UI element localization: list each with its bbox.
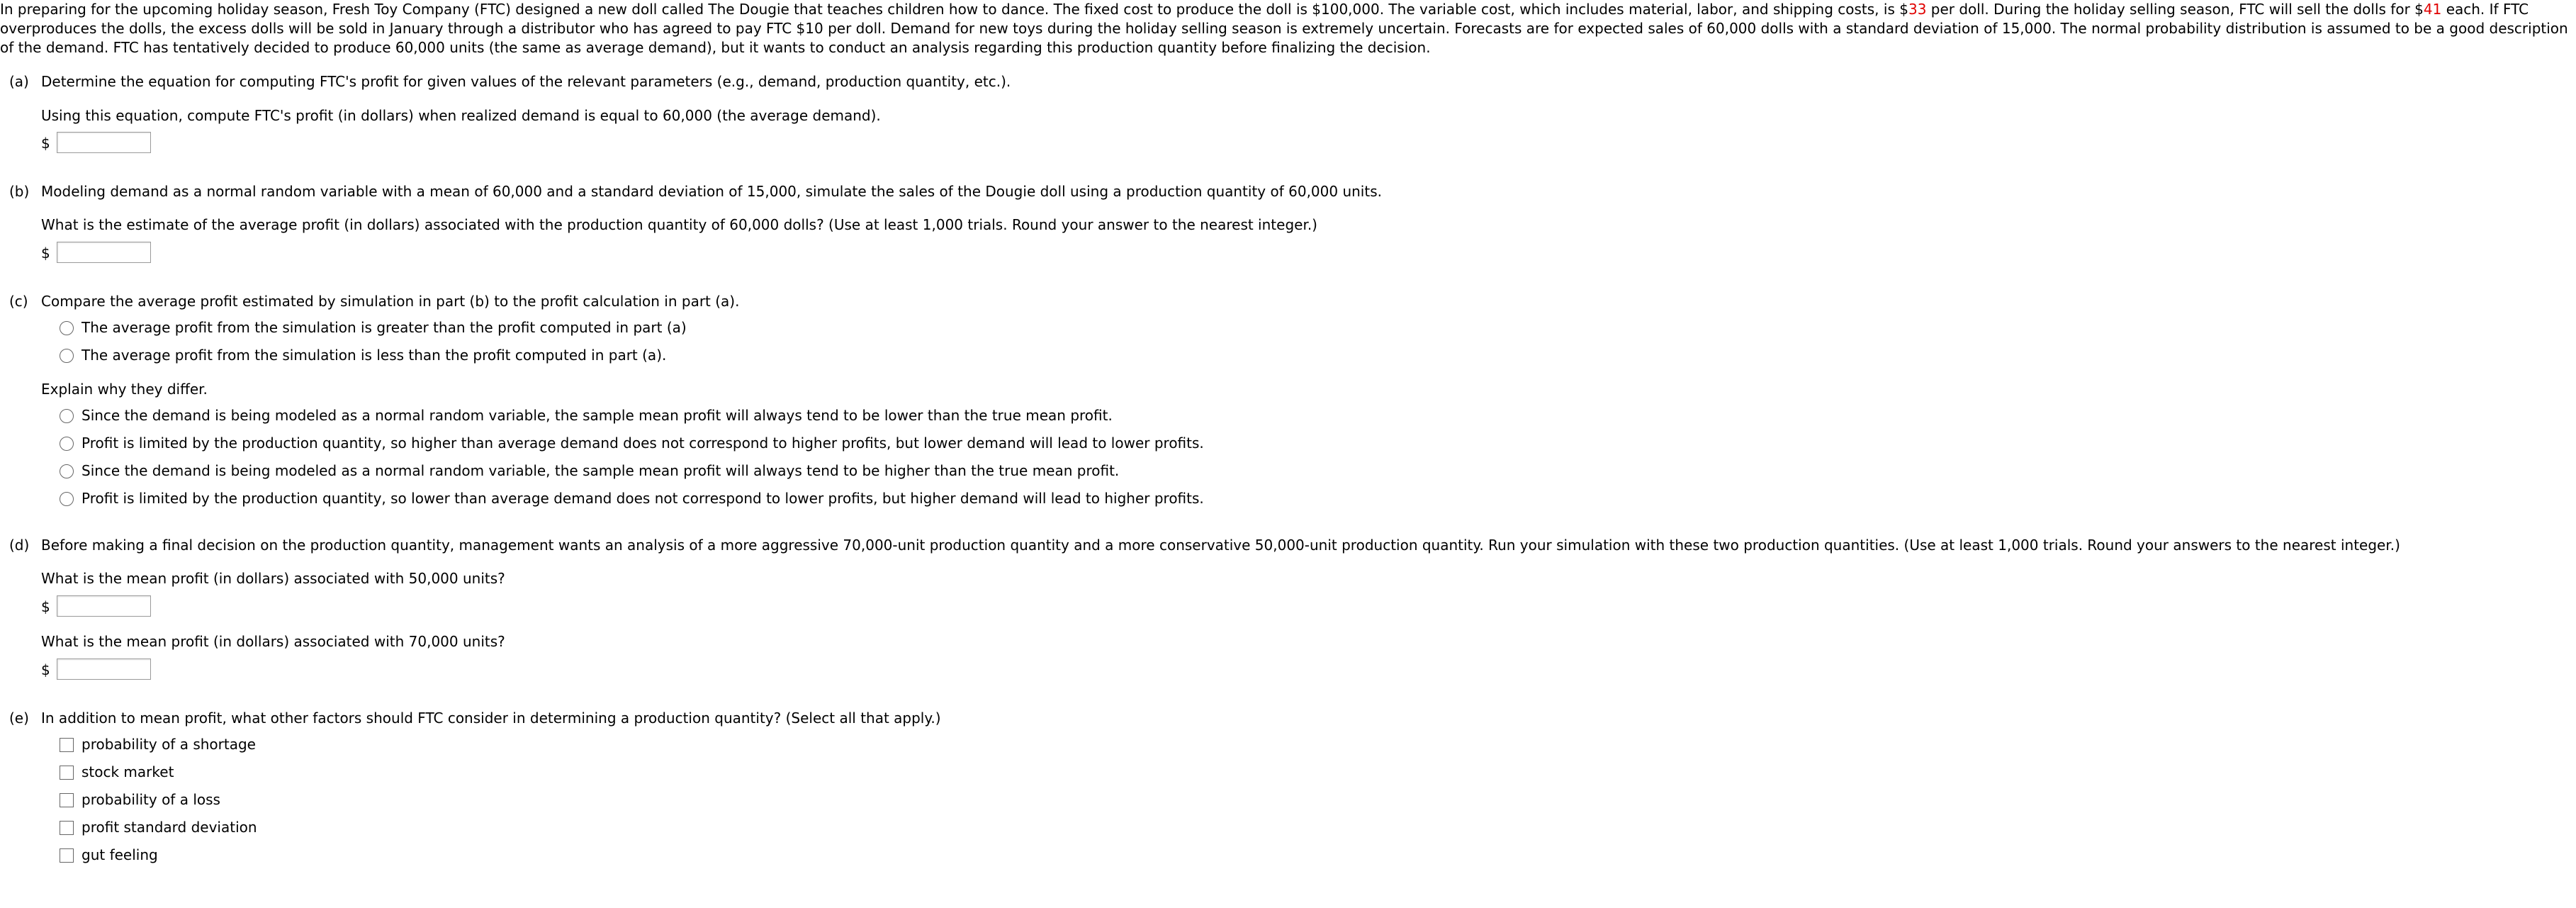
- dollar-sign: $: [41, 245, 50, 262]
- part-e-option-1: probability of a shortage: [81, 736, 256, 753]
- part-d-50k-profit-input[interactable]: [57, 595, 151, 617]
- part-c-compare-option-1: The average profit from the simulation is greater than the profit computed in part (a): [81, 319, 687, 336]
- part-a-label: (a): [9, 73, 29, 90]
- part-d-subquestion-50k: What is the mean profit (in dollars) associated with 50,000 units?: [41, 570, 505, 587]
- part-e-label: (e): [9, 710, 29, 727]
- part-d-subquestion-70k: What is the mean profit (in dollars) associated with 70,000 units?: [41, 633, 505, 650]
- part-b-subquestion: What is the estimate of the average profit (in dollars) associated with the production quantity of 60,000 dolls? (Use at least 1,000 trials. Round your answer to the nearest integer.): [41, 216, 1317, 233]
- part-d-question: Before making a final decision on the production quantity, management wants an analysis of a more aggressive 70,000-unit production quantity and a more conservative 50,000-unit production quantity. Run your simulation with these two production quantities. (Use at least 1,000 trials. Round your answers to the nearest integer.): [41, 537, 2400, 554]
- part-a-question: Determine the equation for computing FTC's profit for given values of the relevant parameters (e.g., demand, production quantity, etc.).: [41, 73, 1011, 90]
- intro-text-2: per doll. During the holiday selling season, FTC will sell the dolls for $: [1926, 1, 2424, 18]
- part-b-question: Modeling demand as a normal random variable with a mean of 60,000 and a standard deviation of 15,000, simulate the sales of the Dougie doll using a production quantity of 60,000 units.: [41, 183, 1382, 200]
- part-c-explain-option-2: Profit is limited by the production quantity, so higher than average demand does not correspond to higher profits, but lower demand will lead to lower profits.: [81, 435, 1204, 452]
- part-e-checkbox-5[interactable]: [60, 848, 74, 863]
- part-e-option-5: gut feeling: [81, 846, 158, 863]
- part-d-70k-profit-input[interactable]: [57, 658, 151, 680]
- part-c-explain-prompt: Explain why they differ.: [41, 381, 208, 398]
- part-a-profit-input[interactable]: [57, 132, 151, 153]
- part-e-checkbox-1[interactable]: [60, 738, 74, 752]
- part-e-checkbox-2[interactable]: [60, 766, 74, 780]
- part-c-explain-option-3: Since the demand is being modeled as a normal random variable, the sample mean profit will always tend to be higher than the true mean profit.: [81, 462, 1120, 479]
- dollar-sign: $: [41, 135, 50, 152]
- intro-text-1: In preparing for the upcoming holiday season, Fresh Toy Company (FTC) designed a new doll called The Dougie that teaches children how to dance. The fixed cost to produce the doll is $100,000. The variable cost, which includes material, labor, and shipping costs, is $: [0, 1, 1908, 18]
- part-c-compare-option-2: The average profit from the simulation is less than the profit computed in part (a).: [81, 347, 667, 364]
- selling-price-value: 41: [2423, 1, 2442, 18]
- part-d-label: (d): [9, 537, 30, 554]
- part-c-explain-radio-4[interactable]: [60, 492, 74, 506]
- part-c-explain-radio-2[interactable]: [60, 437, 74, 451]
- variable-cost-value: 33: [1908, 1, 1927, 18]
- part-b-label: (b): [9, 183, 30, 200]
- part-c-compare-radio-2[interactable]: [60, 349, 74, 363]
- part-c-explain-radio-3[interactable]: [60, 464, 74, 478]
- part-c-label: (c): [9, 293, 28, 310]
- dollar-sign: $: [41, 598, 50, 615]
- part-e-checkbox-4[interactable]: [60, 821, 74, 835]
- dollar-sign: $: [41, 661, 50, 678]
- part-b-average-profit-input[interactable]: [57, 242, 151, 263]
- part-e-question: In addition to mean profit, what other factors should FTC consider in determining a production quantity? (Select all that apply.): [41, 710, 941, 727]
- part-c-compare-radio-1[interactable]: [60, 321, 74, 335]
- part-c-explain-option-1: Since the demand is being modeled as a normal random variable, the sample mean profit will always tend to be lower than the true mean profit.: [81, 407, 1113, 424]
- problem-intro: [0, 0, 2572, 57]
- part-c-question: Compare the average profit estimated by simulation in part (b) to the profit calculation in part (a).: [41, 293, 740, 310]
- part-c-explain-option-4: Profit is limited by the production quantity, so lower than average demand does not correspond to lower profits, but higher demand will lead to higher profits.: [81, 490, 1204, 507]
- intro-text-3: each. If FTC overproduces the dolls, the excess dolls will be sold in January through a distributor who has agreed to pay FTC $10 per doll. Demand for new toys during the holiday selling season is extremely uncertain. Forecasts are for expected sales of 60,000 dolls with a standard deviation of 15,000. The normal probability distribution is assumed to be a good description of the demand. FTC has tentatively decided to produce 60,000 units (the same as average demand), but it wants to conduct an analysis regarding this production quantity before finalizing the decision.: [0, 1, 2568, 56]
- part-e-checkbox-3[interactable]: [60, 793, 74, 807]
- part-e-option-3: probability of a loss: [81, 791, 220, 808]
- part-e-option-4: profit standard deviation: [81, 819, 257, 836]
- part-e-option-2: stock market: [81, 763, 174, 780]
- part-c-explain-radio-1[interactable]: [60, 409, 74, 423]
- part-a-subquestion: Using this equation, compute FTC's profit (in dollars) when realized demand is equal to 60,000 (the average demand).: [41, 107, 881, 124]
